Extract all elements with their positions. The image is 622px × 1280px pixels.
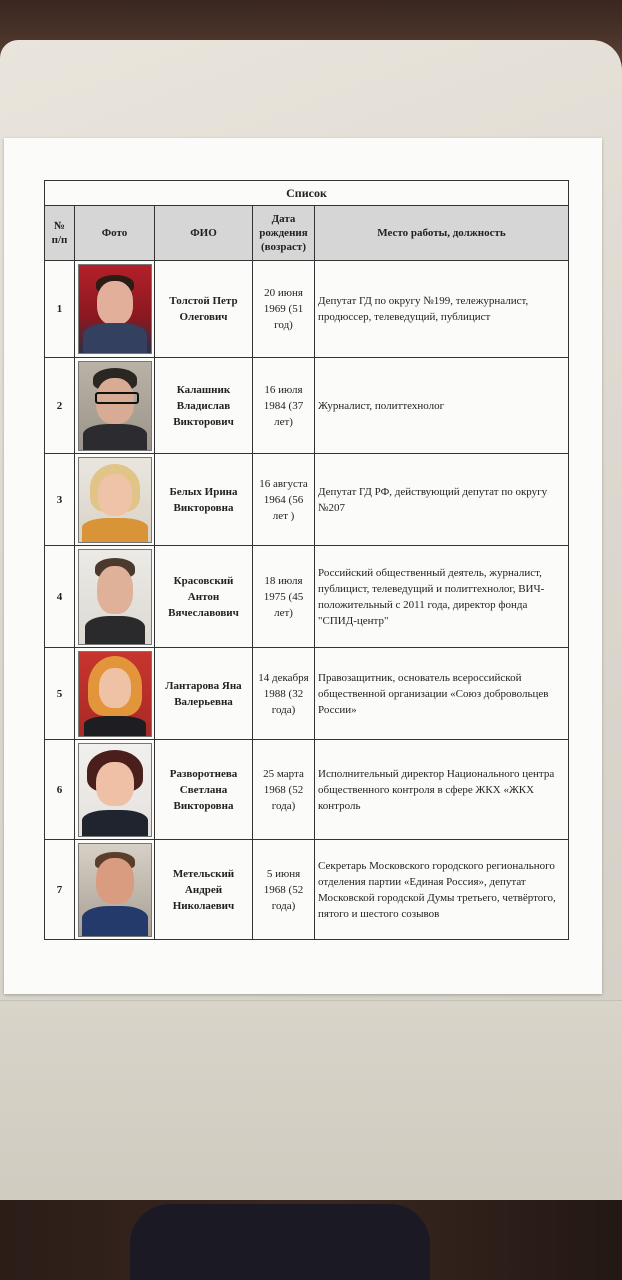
header-birth: Дата рождения (возраст) [253,206,315,261]
portrait-photo [78,549,152,645]
row-num: 3 [45,454,75,546]
row-fio: Метельский Андрей Николаевич [155,840,253,940]
table-row [45,648,569,740]
table-title-row [45,181,569,206]
row-num: 2 [45,358,75,454]
portrait-photo [78,743,152,837]
row-work: Российский общественный деятель, журналист, публицист, телеведущий и политтехнолог, ВИЧ-положительный с 2011 года, директор фонда "СПИД-центр" [315,546,569,648]
row-work: Депутат ГД РФ, действующий депутат по округу №207 [315,454,569,546]
row-work: Правозащитник, основатель всероссийской общественной организации «Союз добровольцев России» [315,648,569,740]
row-birth: 14 декабря 1988 (32 года) [253,648,315,740]
row-birth: 25 марта 1968 (52 года) [253,740,315,840]
row-work: Секретарь Московского городского регионального отделения партии «Единая Россия», депутат Московской городской Думы третьего, четвёртого, пятого и шестого созывов [315,840,569,940]
table-row [45,454,569,546]
row-fio: Разворотнева Светлана Викторовна [155,740,253,840]
table-header-row [45,206,569,261]
row-num: 7 [45,840,75,940]
header-photo: Фото [75,206,155,261]
row-birth: 5 июня 1968 (52 года) [253,840,315,940]
portrait-photo [78,264,152,354]
portrait-photo [78,651,152,737]
cushion-seam [0,1000,622,1211]
portrait-photo [78,457,152,543]
row-fio: Белых Ирина Викторовна [155,454,253,546]
row-num: 1 [45,261,75,358]
row-fio: Толстой Петр Олегович [155,261,253,358]
portrait-photo [78,361,152,451]
list-table [44,180,569,940]
row-num: 6 [45,740,75,840]
row-birth: 18 июля 1975 (45 лет) [253,546,315,648]
floor [0,1200,622,1280]
row-num: 5 [45,648,75,740]
header-num: № п/п [45,206,75,261]
table-row [45,840,569,940]
row-fio: Калашник Владислав Викторович [155,358,253,454]
table-row [45,546,569,648]
shoe [130,1204,430,1280]
row-birth: 20 июня 1969 (51 год) [253,261,315,358]
row-fio: Лантарова Яна Валерьевна [155,648,253,740]
row-birth: 16 июля 1984 (37 лет) [253,358,315,454]
portrait-photo [78,843,152,937]
table-title: Список [45,181,569,206]
header-work: Место работы, должность [315,206,569,261]
row-work: Депутат ГД по округу №199, тележурналист, продюссер, телеведущий, публицист [315,261,569,358]
header-fio: ФИО [155,206,253,261]
table-row [45,261,569,358]
row-num: 4 [45,546,75,648]
table-row [45,740,569,840]
row-birth: 16 августа 1964 (56 лет ) [253,454,315,546]
table-row [45,358,569,454]
row-work: Журналист, политтехнолог [315,358,569,454]
row-fio: Красовский Антон Вячеславович [155,546,253,648]
row-work: Исполнительный директор Национального центра общественного контроля в сфере ЖКХ «ЖКХ контроль [315,740,569,840]
